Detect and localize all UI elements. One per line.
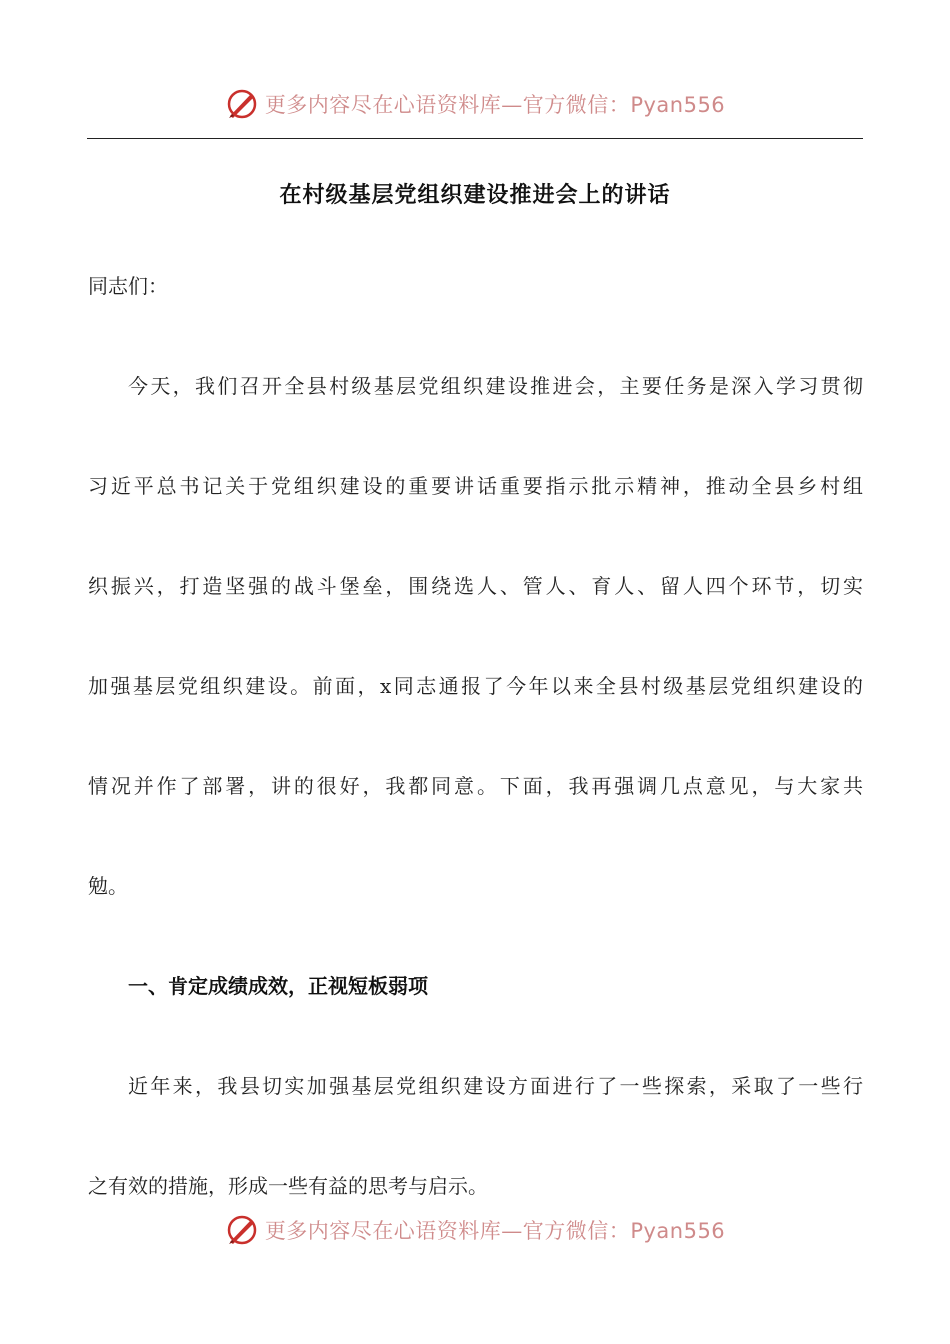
pen-logo-icon [225,87,259,121]
salutation: 同志们： [88,274,168,298]
watermark-text: 更多内容尽在心语资料库—官方微信：Pyan556 [264,93,726,117]
watermark-text: 更多内容尽在心语资料库—官方微信：Pyan556 [264,1219,726,1243]
footer-watermark [0,1210,950,1250]
section-heading: 一、肯定成绩成效，正视短板弱项 [128,974,428,998]
document-body [88,258,863,1258]
paragraph-line: 今天，我们召开全县村级基层党组织建设推进会，主要任务是深入学习贯彻 [128,374,863,398]
paragraph-line: 织振兴，打造坚强的战斗堡垒，围绕选人、管人、育人、留人四个环节，切实 [88,574,863,598]
pen-logo-icon [225,1213,259,1247]
paragraph-line: 情况并作了部署，讲的很好，我都同意。下面，我再强调几点意见，与大家共 [88,774,863,798]
paragraph-line: 之有效的措施，形成一些有益的思考与启示。 [88,1174,488,1198]
paragraph-line: 近年来，我县切实加强基层党组织建设方面进行了一些探索，采取了一些行 [128,1074,863,1098]
paragraph-line: 习近平总书记关于党组织建设的重要讲话重要指示批示精神，推动全县乡村组 [88,474,863,498]
document-title: 在村级基层党组织建设推进会上的讲话 [279,182,671,208]
header-divider [87,138,863,139]
paragraph-line: 加强基层党组织建设。前面，x同志通报了今年以来全县村级基层党组织建设的 [88,674,863,698]
header-watermark [0,84,950,124]
paragraph-line: 勉。 [88,874,128,898]
